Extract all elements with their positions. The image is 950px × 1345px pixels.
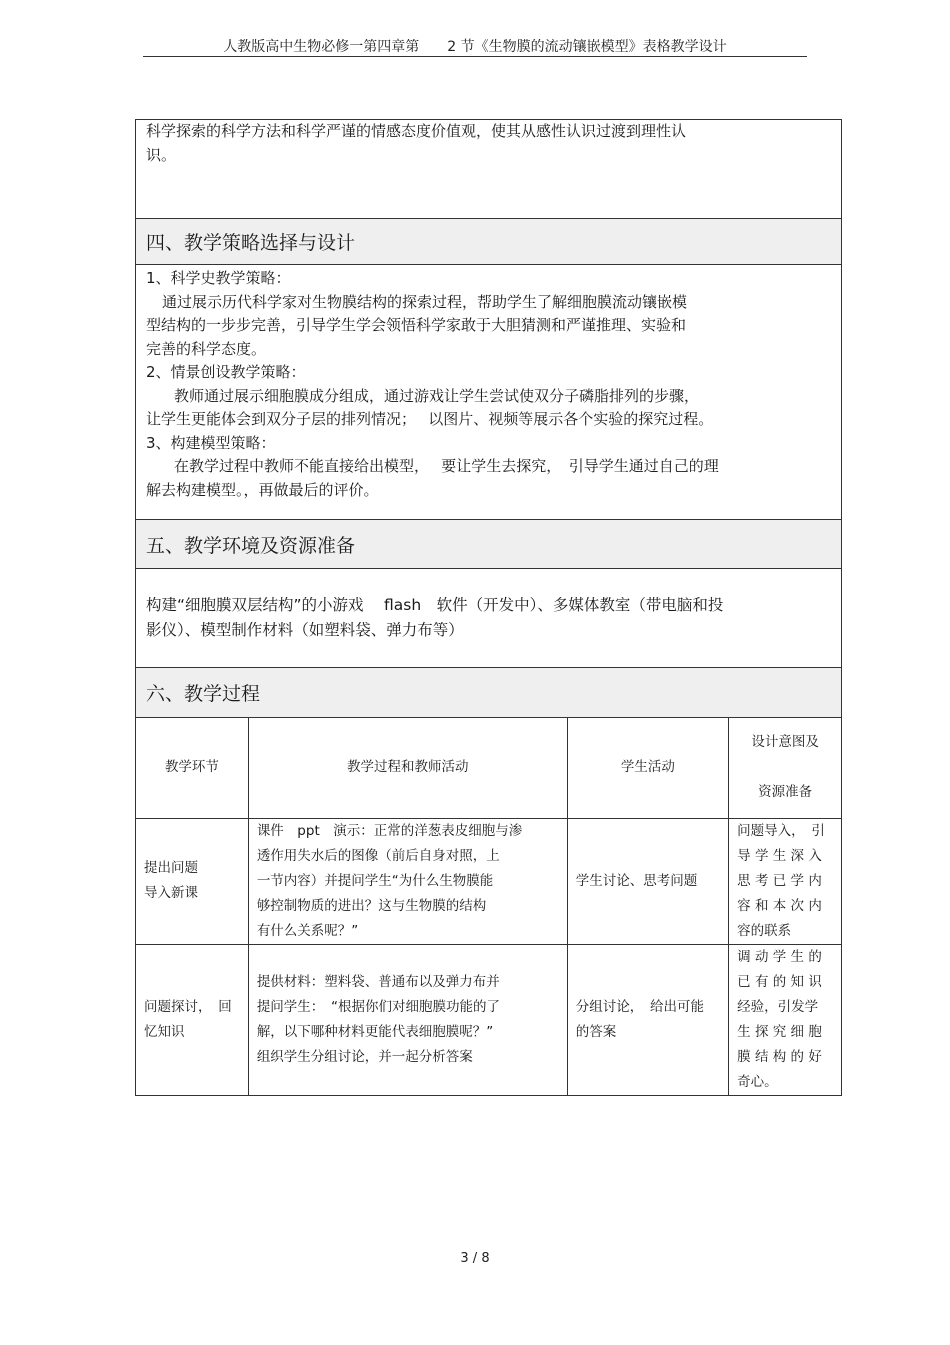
table-row [136, 944, 841, 1095]
text-line: 通过展示历代科学家对生物膜结构的探索过程，帮助学生了解细胞膜流动镶嵌模 [162, 292, 688, 311]
cell-line: 提问学生： “根据你们对细胞膜功能的了 [256, 998, 501, 1015]
section-title: 六、教学过程 [146, 683, 261, 705]
header-line: 资源准备 [758, 784, 813, 801]
design-cell [729, 944, 841, 1095]
cell-line: 提出问题 [144, 860, 198, 876]
process-table [136, 718, 841, 1095]
section-5-heading [136, 520, 841, 569]
cell-line: 经验，引发学 [737, 998, 819, 1015]
cell-line: 问题导入， 引 [737, 822, 825, 839]
cell-line: 导入新课 [144, 885, 198, 901]
cell-line: 容 和 本 次 内 [737, 897, 822, 914]
table-row [136, 818, 841, 944]
stage-cell [136, 818, 248, 944]
header-line: 设计意图及 [751, 734, 819, 751]
objective-continuation [136, 120, 841, 219]
text-line: 完善的科学态度。 [146, 339, 267, 358]
cell-line: 解，以下哪种材料更能代表细胞膜呢？” [256, 1023, 494, 1040]
strategy-2-title: 2、情景创设教学策略： [146, 363, 306, 381]
section-4-heading [136, 219, 841, 265]
section-title: 五、教学环境及资源准备 [146, 534, 356, 557]
header-teacher-activity: 教学过程和教师活动 [248, 718, 567, 818]
cell-line: 容的联系 [737, 922, 792, 939]
cell-line: 组织学生分组讨论，并一起分析答案 [256, 1048, 473, 1065]
teacher-cell [248, 944, 567, 1095]
page-number: 3 / 8 [460, 1251, 490, 1266]
cell-line: 调 动 学 生 的 [737, 948, 822, 965]
text-line: 影仪）、模型制作材料（如塑料袋、弹力布等） [146, 621, 464, 639]
text-line: 识。 [146, 145, 177, 164]
cell-line: 思 考 已 学 内 [737, 872, 822, 889]
header-rule [143, 56, 807, 57]
header-stage: 教学环节 [136, 718, 248, 818]
cell-line: 奇心。 [737, 1073, 778, 1090]
design-cell [729, 818, 841, 944]
header-design-intent [729, 718, 841, 818]
student-cell [567, 944, 728, 1095]
table-header-row [136, 718, 841, 818]
text-line: 构建“细胞膜双层结构”的小游戏 flash 软件（开发中）、多媒体教室（带电脑和投 [146, 596, 724, 614]
text-line: 教师通过展示细胞膜成分组成，通过游戏让学生尝试使双分子磷脂排列的步骤， [174, 386, 700, 405]
cell-line: 提供材料：塑料袋、普通布以及弹力布并 [256, 973, 500, 990]
teacher-cell [248, 818, 567, 944]
text-line: 科学探索的科学方法和科学严谨的情感态度价值观，使其从感性认识过渡到理性认 [146, 122, 687, 140]
text-line: 型结构的一步步完善，引导学生学会领悟科学家敢于大胆猜测和严谨推理、实验和 [146, 316, 687, 334]
cell-line: 导 学 生 深 入 [737, 847, 822, 864]
cell-line: 够控制物质的进出？这与生物膜的结构 [256, 897, 487, 914]
section-4-body [136, 265, 841, 520]
cell-line: 已 有 的 知 识 [737, 973, 822, 990]
header-student-activity: 学生活动 [567, 718, 728, 818]
cell-line: 分组讨论， 给出可能 [575, 998, 704, 1015]
text-line: 让学生更能体会到双分子层的排列情况； 以图片、视频等展示各个实验的探究过程。 [146, 410, 714, 428]
cell-line: 问题探讨， 回 [144, 998, 232, 1015]
stage-cell [136, 944, 248, 1095]
text-line: 解去构建模型。，再做最后的评价。 [146, 480, 379, 499]
strategy-1-title: 1、科学史教学策略： [146, 269, 291, 287]
cell-line: 有什么关系呢？” [256, 922, 359, 939]
cell-line: 一节内容）并提问学生“为什么生物膜能 [256, 872, 494, 889]
cell-line: 生 探 究 细 胞 [737, 1023, 822, 1040]
section-6-heading [136, 668, 841, 718]
cell-line: 膜 结 构 的 好 [737, 1048, 822, 1065]
student-cell: 学生讨论、思考问题 [567, 818, 728, 944]
cell-line: 课件 ppt 演示：正常的洋葱表皮细胞与渗 [256, 822, 523, 839]
lesson-design-table [135, 119, 842, 1096]
section-5-body [136, 569, 841, 668]
page-header: 人教版高中生物必修一第四章第 2 节《生物膜的流动镶嵌模型》表格教学设计 [223, 39, 727, 55]
text-line: 在教学过程中教师不能直接给出模型， 要让学生去探究， 引导学生通过自己的理 [174, 457, 719, 475]
process-table-wrap [136, 718, 841, 1095]
cell-line: 透作用失水后的图像（前后自身对照，上 [256, 847, 500, 864]
cell-line: 的答案 [575, 1023, 617, 1040]
cell-line: 忆知识 [144, 1023, 185, 1040]
strategy-3-title: 3、构建模型策略： [146, 433, 276, 452]
section-title: 四、教学策略选择与设计 [146, 232, 356, 254]
